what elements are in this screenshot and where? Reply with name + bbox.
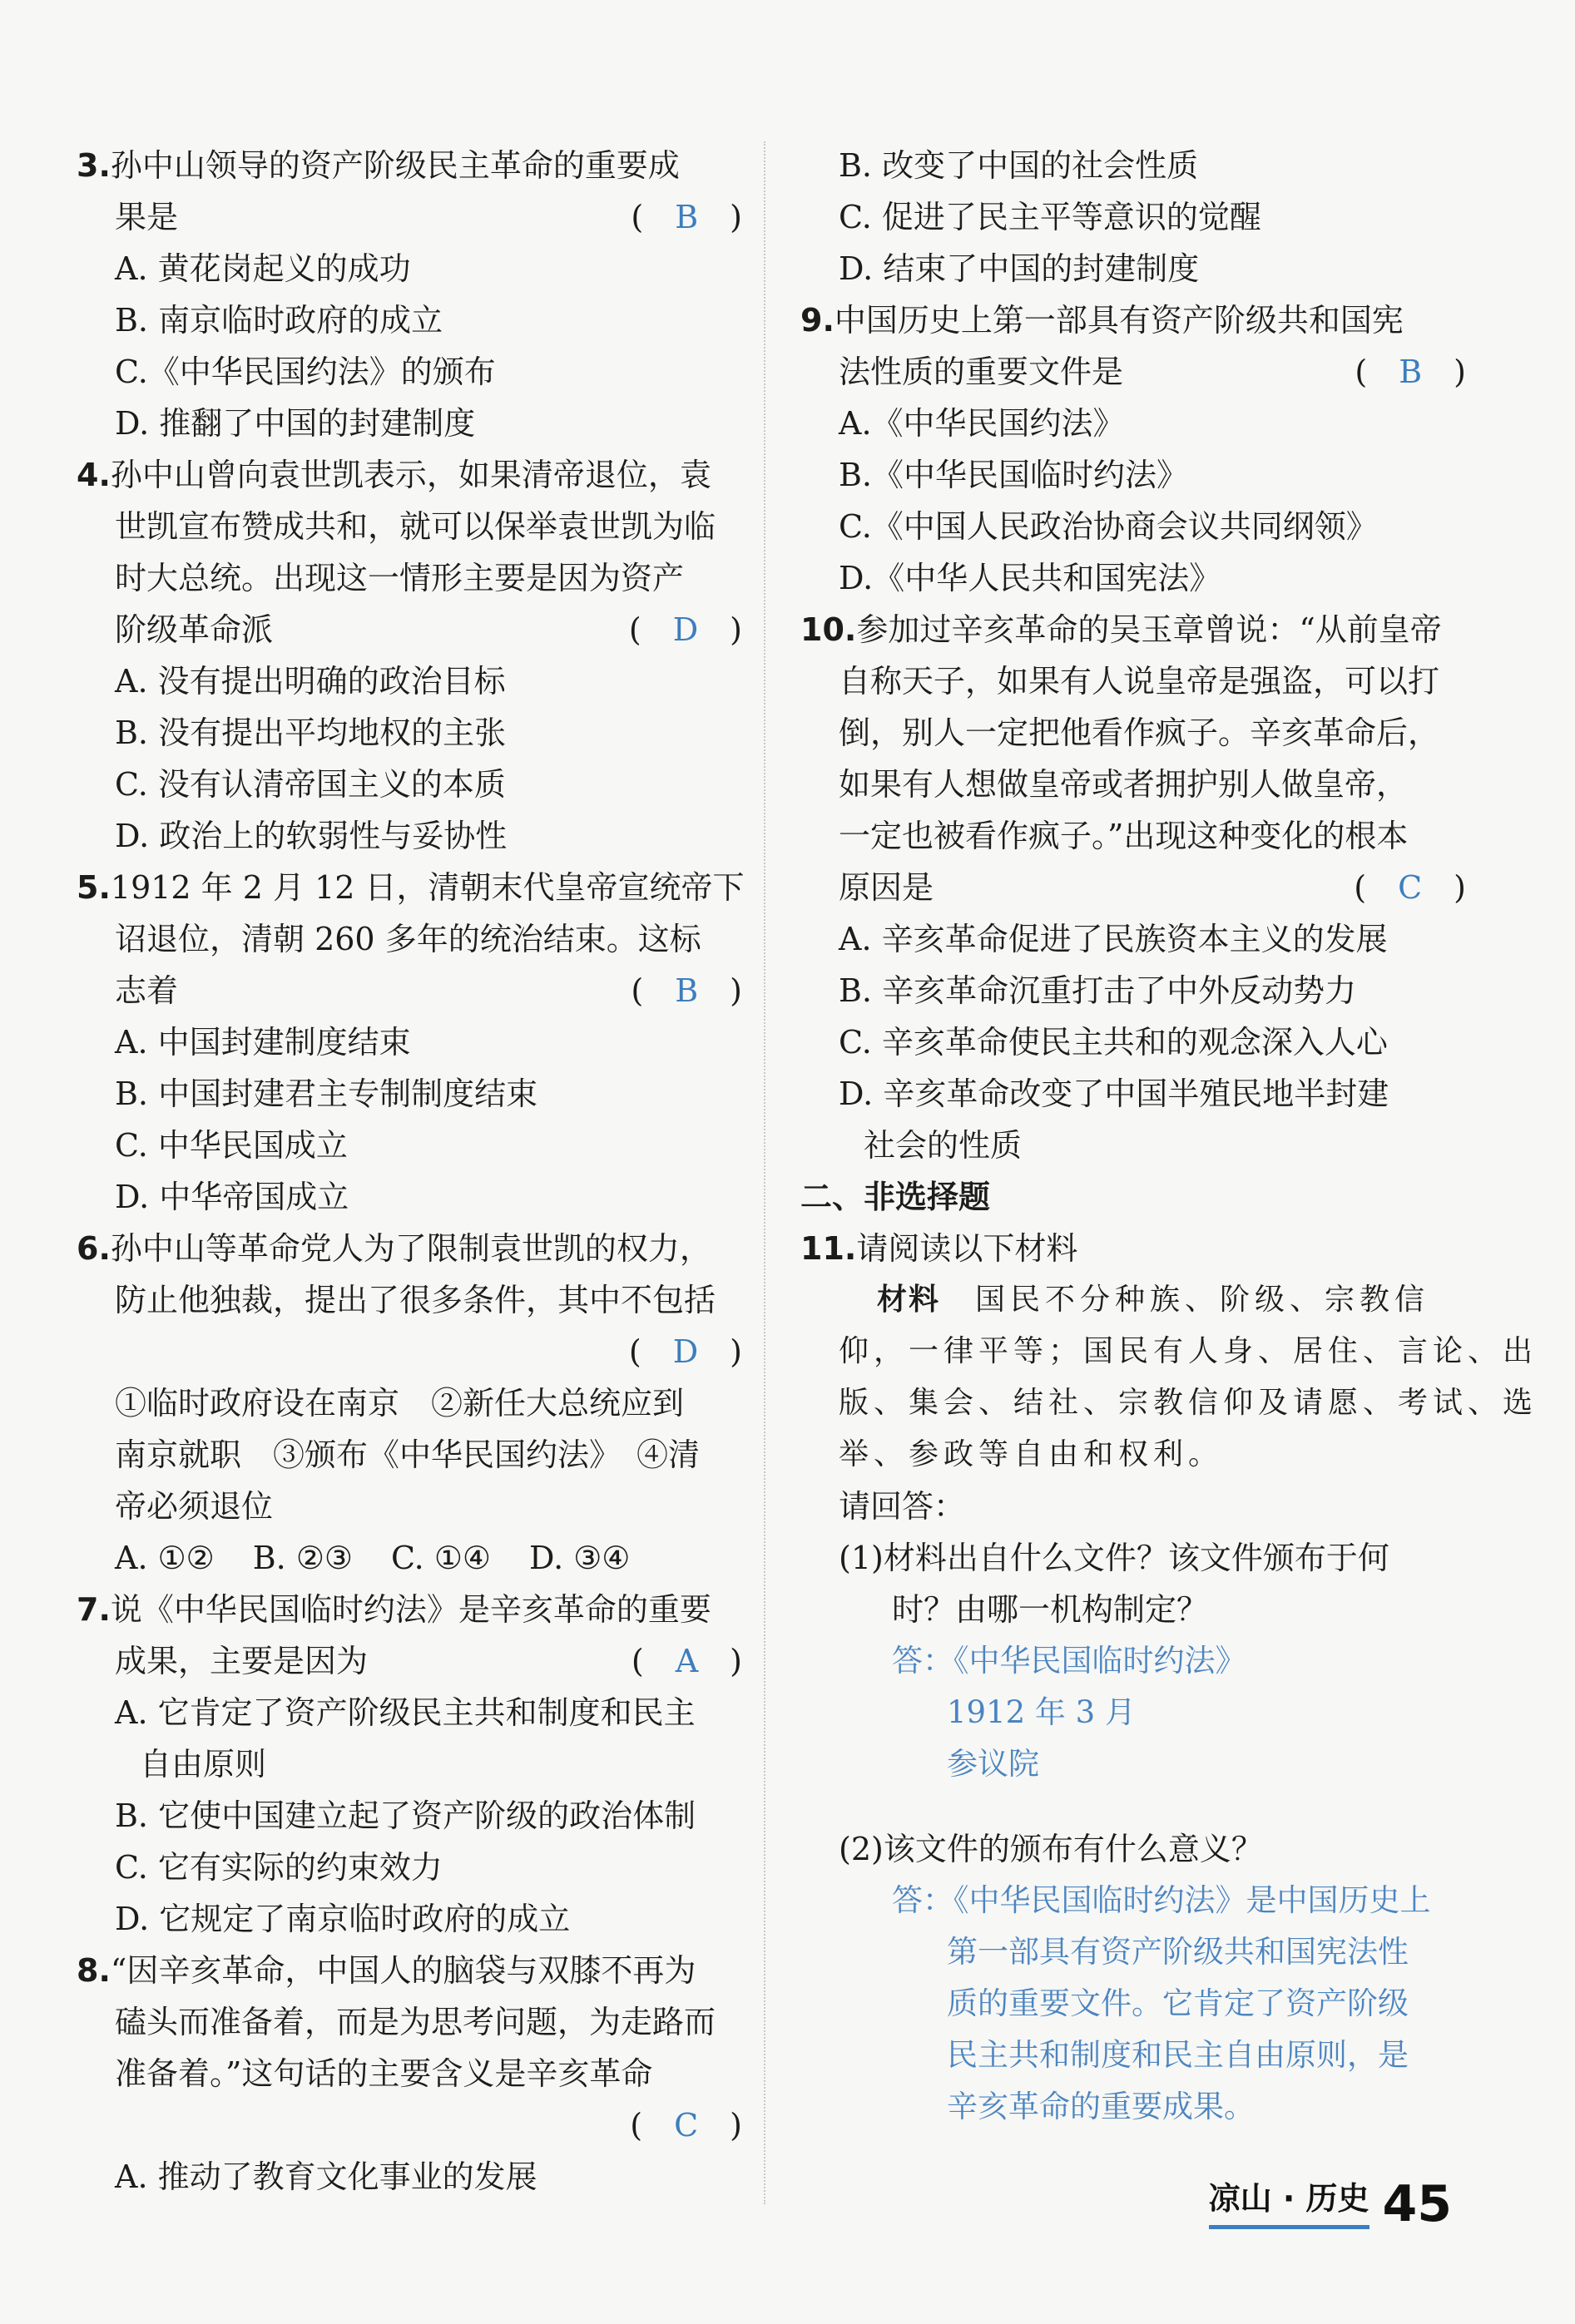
option: D. 推翻了中国的封建制度	[115, 405, 476, 442]
answer-letter: B	[675, 199, 699, 235]
condition-text: 南京就职 ③颁布《中华民国约法》 ④清	[115, 1436, 701, 1473]
column-divider	[764, 141, 765, 2204]
sub-question: (1)材料出自什么文件？该文件颁布于何	[839, 1540, 1389, 1576]
option-continuation: 自由原则	[140, 1746, 267, 1783]
option: C. 没有认清帝国主义的本质	[115, 766, 506, 803]
option: B. 辛亥革命沉重打击了中外反动势力	[839, 972, 1357, 1009]
answer-text: 辛亥革命的重要成果。	[947, 2089, 1255, 2124]
option: B. 它使中国建立起了资产阶级的政治体制	[115, 1797, 696, 1834]
sub-question: (2)该文件的颁布有什么意义？	[839, 1831, 1263, 1867]
option: A. ①②	[115, 1540, 215, 1576]
option: D. 辛亥革命改变了中国半殖民地半封建	[839, 1075, 1389, 1112]
question-text: 成果，主要是因为	[115, 1643, 369, 1679]
answer-letter: C	[1398, 869, 1423, 906]
option: C.《中国人民政治协商会议共同纲领》	[839, 508, 1378, 545]
sub-question: 时？由哪一机构制定？	[892, 1591, 1209, 1628]
option: A. 它肯定了资产阶级民主共和制度和民主	[115, 1694, 696, 1731]
material-text: 国民不分种族、阶级、宗教信	[975, 1283, 1430, 1317]
question-text: 果是	[115, 199, 179, 235]
answer-blank: ( A )	[631, 1643, 742, 1679]
option: A. 没有提出明确的政治目标	[115, 663, 506, 700]
question-6	[77, 1223, 742, 1584]
question-4	[77, 449, 742, 862]
option: B. 中国封建君主专制制度结束	[115, 1075, 538, 1112]
question-8-continued	[800, 140, 1466, 294]
answer-text: 民主共和制度和民主自由原则，是	[947, 2037, 1409, 2073]
question-7	[77, 1584, 742, 1945]
question-text: 原因是	[839, 869, 934, 906]
question-text: 说《中华民国临时约法》是辛亥革命的重要	[110, 1591, 711, 1628]
answer-letter: B	[1399, 354, 1423, 390]
question-text: 自称天子，如果有人说皇帝是强盗，可以打	[839, 663, 1440, 700]
question-text: 世凯宣布赞成共和，就可以保举袁世凯为临	[115, 508, 716, 545]
option: B. 南京临时政府的成立	[115, 302, 443, 339]
question-number: 11.	[800, 1230, 857, 1267]
question-11	[800, 1223, 1538, 2133]
option: B. 改变了中国的社会性质	[839, 147, 1199, 184]
question-text: 孙中山曾向袁世凯表示，如果清帝退位，袁	[110, 457, 711, 493]
option-row	[77, 1532, 742, 1584]
option: A. 辛亥革命促进了民族资本主义的发展	[839, 921, 1388, 957]
option: C. ①④	[390, 1540, 491, 1576]
material-text: 版、集会、结社、宗教信仰及请愿、考试、选	[839, 1386, 1538, 1420]
answer-letter: B	[675, 972, 699, 1009]
option: D. 中华帝国成立	[115, 1179, 349, 1215]
answer-blank: ( B )	[1355, 354, 1466, 390]
question-text: 孙中山等革命党人为了限制袁世凯的权力，	[110, 1230, 711, 1267]
answer-blank: ( C )	[630, 2107, 742, 2144]
answer-blank: ( D )	[628, 1333, 742, 1370]
option: C. 它有实际的约束效力	[115, 1849, 443, 1886]
question-text: 准备着。”这句话的主要含义是辛亥革命	[115, 2055, 653, 2092]
answer-text: 1912 年 3 月	[947, 1694, 1136, 1730]
question-text: 1912 年 2 月 12 日，清朝末代皇帝宣统帝下	[110, 869, 745, 906]
question-text: “因辛亥革命，中国人的脑袋与双膝不再为	[110, 1952, 696, 1989]
answer-letter: D	[672, 1333, 699, 1370]
question-number: 7.	[77, 1591, 111, 1628]
option: A. 中国封建制度结束	[115, 1024, 411, 1061]
page-number: 45	[1382, 2175, 1452, 2233]
option: B. 没有提出平均地权的主张	[115, 715, 507, 751]
question-text: 时大总统。出现这一情形主要是因为资产	[115, 560, 685, 596]
page-footer	[1208, 2173, 1452, 2233]
question-text: 中国历史上第一部具有资产阶级共和国宪	[834, 302, 1404, 339]
question-text: 倒，别人一定把他看作疯子。辛亥革命后，	[839, 715, 1440, 751]
answer-letter: A	[675, 1643, 699, 1679]
question-text: 孙中山领导的资产阶级民主革命的重要成	[110, 147, 680, 184]
answer-letter: D	[672, 611, 699, 648]
question-text: 一定也被看作疯子。”出现这种变化的根本	[839, 818, 1409, 854]
question-number: 4.	[77, 457, 111, 493]
section-heading: 二、非选择题	[800, 1179, 991, 1215]
question-text: 阶级革命派	[115, 611, 274, 648]
question-number: 9.	[800, 302, 835, 339]
option: D. 政治上的软弱性与妥协性	[115, 818, 508, 854]
question-9	[800, 294, 1466, 604]
question-text: 诏退位，清朝 260 多年的统治结束。这标	[115, 921, 701, 957]
option: B. ②③	[252, 1540, 353, 1576]
material-text: 仰，一律平等；国民有人身、居住、言论、出	[839, 1334, 1538, 1368]
question-8	[77, 1945, 742, 2203]
answer-text: 答：《中华民国临时约法》	[892, 1643, 1246, 1679]
question-text: 法性质的重要文件是	[839, 354, 1124, 390]
question-3	[77, 140, 742, 449]
option: D.《中华人民共和国宪法》	[839, 560, 1221, 596]
option: C. 辛亥革命使民主共和的观念深入人心	[839, 1024, 1388, 1061]
answer-blank: ( D )	[628, 611, 742, 648]
option: C. 中华民国成立	[115, 1127, 348, 1164]
option: C.《中华民国约法》的颁布	[115, 354, 496, 390]
option: C. 促进了民主平等意识的觉醒	[839, 199, 1261, 235]
question-text: 防止他独裁，提出了很多条件，其中不包括	[115, 1282, 716, 1318]
answer-letter: C	[674, 2107, 699, 2144]
answer-text: 第一部具有资产阶级共和国宪法性	[947, 1934, 1409, 1970]
answer-space	[800, 1790, 1466, 1823]
question-text: 志着	[115, 972, 179, 1009]
question-number: 10.	[800, 611, 857, 648]
question-number: 5.	[77, 869, 111, 906]
option: D. 它规定了南京临时政府的成立	[115, 1901, 571, 1937]
condition-text: ①临时政府设在南京 ②新任大总统应到	[115, 1385, 685, 1422]
prompt-text: 请回答：	[839, 1488, 966, 1525]
right-column	[800, 140, 1538, 2133]
answer-blank: ( B )	[631, 972, 742, 1009]
option-continuation: 社会的性质	[864, 1127, 1023, 1164]
question-10	[800, 604, 1466, 1171]
question-5	[77, 862, 745, 1223]
question-number: 3.	[77, 147, 111, 184]
answer-blank: ( B )	[631, 199, 742, 235]
footer-label: 凉山 · 历史	[1209, 2173, 1369, 2229]
answer-text: 答：《中华民国临时约法》是中国历史上	[892, 1882, 1431, 1918]
answer-blank: ( C )	[1354, 869, 1466, 906]
question-text: 请阅读以下材料	[856, 1230, 1078, 1267]
condition-text: 帝必须退位	[115, 1488, 274, 1525]
option: D. 结束了中国的封建制度	[839, 250, 1200, 287]
question-text: 参加过辛亥革命的吴玉章曾说：“从前皇帝	[856, 611, 1442, 648]
left-column	[77, 140, 745, 2203]
material-label: 材料	[877, 1283, 941, 1317]
option: B.《中华民国临时约法》	[839, 457, 1189, 493]
option: A. 黄花岗起义的成功	[115, 250, 411, 287]
question-number: 8.	[77, 1952, 111, 1989]
answer-text: 参议院	[947, 1746, 1039, 1782]
option: A.《中华民国约法》	[839, 405, 1125, 442]
answer-text: 质的重要文件。它肯定了资产阶级	[947, 1985, 1409, 2021]
option: D. ③④	[528, 1540, 631, 1576]
question-number: 6.	[77, 1230, 111, 1267]
option: A. 推动了教育文化事业的发展	[115, 2158, 537, 2195]
material-text: 举、参政等自由和权利。	[839, 1437, 1224, 1471]
question-text: 如果有人想做皇帝或者拥护别人做皇帝，	[839, 766, 1409, 803]
question-text: 磕头而准备着，而是为思考问题，为走路而	[115, 2004, 716, 2040]
